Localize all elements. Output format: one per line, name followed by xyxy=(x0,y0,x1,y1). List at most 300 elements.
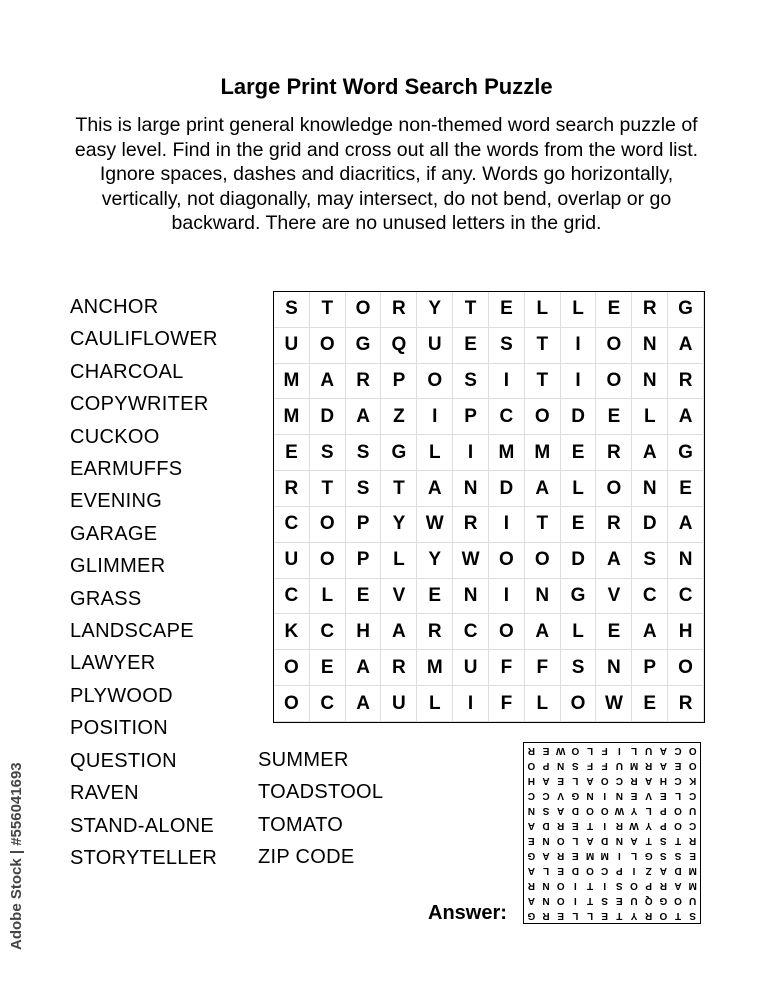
grid-cell: C xyxy=(310,686,346,722)
grid-cell: E xyxy=(453,328,489,364)
grid-cell: L xyxy=(561,292,597,328)
answer-cell: C xyxy=(674,745,682,756)
grid-cell: N xyxy=(453,579,489,615)
answer-cell: G xyxy=(644,850,653,861)
answer-cell: S xyxy=(674,850,682,861)
grid-cell: C xyxy=(632,579,668,615)
answer-cell: S xyxy=(601,895,609,906)
word-list-item: ZIP CODE xyxy=(258,846,355,869)
grid-cell: L xyxy=(417,435,453,471)
answer-cell: R xyxy=(659,880,667,891)
grid-cell: E xyxy=(346,579,382,615)
grid-cell: O xyxy=(596,328,632,364)
word-list-item: EARMUFFS xyxy=(70,458,183,481)
grid-cell: O xyxy=(525,399,561,435)
answer-cell: T xyxy=(586,895,594,906)
answer-cell: S xyxy=(572,760,579,771)
grid-cell: N xyxy=(596,650,632,686)
grid-cell: D xyxy=(561,399,597,435)
answer-cell: O xyxy=(556,895,565,906)
grid-cell: N xyxy=(632,364,668,400)
grid-cell: C xyxy=(274,579,310,615)
answer-cell: O xyxy=(556,835,565,846)
grid-cell: L xyxy=(525,292,561,328)
answer-cell: M xyxy=(629,760,639,771)
grid-cell: U xyxy=(381,686,417,722)
answer-cell: T xyxy=(616,910,623,921)
answer-cell: N xyxy=(586,790,594,801)
grid-cell: O xyxy=(417,364,453,400)
answer-cell: Y xyxy=(630,910,638,921)
answer-cell: A xyxy=(527,895,535,906)
grid-cell: T xyxy=(310,471,346,507)
answer-cell: C xyxy=(689,790,697,801)
grid-cell: R xyxy=(596,507,632,543)
answer-cell: W xyxy=(555,745,566,756)
answer-cell: C xyxy=(527,790,535,801)
grid-cell: N xyxy=(668,543,704,579)
grid-cell: M xyxy=(274,364,310,400)
instructions: This is large print general knowledge non-themed word search puzzle of easy level. Find in the grid and cross out all the words from the word list. Ignore spaces, dashes and diacritics, if any. Words go horizontally, vertically, not diagonally, may intersect, do not bend, overlap or go backward. There are no unused letters in the grid. xyxy=(74,114,699,234)
grid-cell: M xyxy=(525,435,561,471)
grid-cell: E xyxy=(561,507,597,543)
answer-cell: H xyxy=(659,775,667,786)
grid-cell: O xyxy=(310,328,346,364)
answer-cell: O xyxy=(600,805,609,816)
grid-cell: S xyxy=(561,650,597,686)
grid-cell: T xyxy=(525,328,561,364)
answer-cell: O xyxy=(630,880,638,891)
answer-cell: O xyxy=(674,820,682,831)
word-list-item: QUESTION xyxy=(70,749,177,772)
grid-cell: F xyxy=(489,650,525,686)
answer-cell: T xyxy=(645,835,652,846)
grid-cell: L xyxy=(310,579,346,615)
answer-cell: L xyxy=(645,805,652,816)
grid-cell: F xyxy=(489,686,525,722)
answer-cell: N xyxy=(557,760,565,771)
answer-cell: R xyxy=(527,880,535,891)
answer-cell: I xyxy=(617,850,621,861)
answer-cell: C xyxy=(601,865,609,876)
grid-cell: U xyxy=(417,328,453,364)
answer-cell: I xyxy=(573,895,577,906)
answer-cell: M xyxy=(585,850,595,861)
answer-cell: O xyxy=(600,775,609,786)
grid-cell: E xyxy=(417,579,453,615)
answer-cell: L xyxy=(674,790,682,801)
answer-cell: S xyxy=(542,805,550,816)
grid-cell: L xyxy=(417,686,453,722)
answer-cell: Z xyxy=(645,865,652,876)
answer-cell: O xyxy=(586,865,594,876)
word-list-item: CUCKOO xyxy=(70,425,160,448)
word-list-item: EVENING xyxy=(70,490,163,513)
grid-cell: M xyxy=(489,435,525,471)
grid-cell: O xyxy=(489,614,525,650)
answer-cell: R xyxy=(542,910,550,921)
answer-cell: P xyxy=(660,805,667,816)
answer-cell: N xyxy=(542,880,550,891)
answer-cell: O xyxy=(688,745,697,756)
answer-cell: V xyxy=(645,790,653,801)
grid-cell: O xyxy=(310,543,346,579)
answer-cell: O xyxy=(659,910,668,921)
grid-cell: R xyxy=(346,364,382,400)
grid-cell: P xyxy=(346,507,382,543)
answer-cell: L xyxy=(586,745,594,756)
answer-cell: C xyxy=(542,790,550,801)
answer-cell: L xyxy=(586,910,594,921)
grid-cell: D xyxy=(489,471,525,507)
answer-cell: S xyxy=(660,835,667,846)
grid-cell: W xyxy=(453,543,489,579)
stock-watermark: Adobe Stock | #556041693 xyxy=(8,762,25,950)
word-list-item: STAND-ALONE xyxy=(70,814,215,837)
grid-cell: N xyxy=(525,579,561,615)
grid-cell: T xyxy=(525,507,561,543)
grid-cell: C xyxy=(489,399,525,435)
grid-cell: G xyxy=(668,292,704,328)
answer-cell: E xyxy=(557,865,565,876)
grid-cell: S xyxy=(310,435,346,471)
grid-cell: P xyxy=(453,399,489,435)
answer-cell: W xyxy=(614,805,625,816)
grid-cell: I xyxy=(489,507,525,543)
answer-cell: G xyxy=(527,910,536,921)
answer-cell: L xyxy=(572,775,579,786)
answer-cell: M xyxy=(600,850,609,861)
answer-cell: K xyxy=(689,775,697,786)
grid-cell: G xyxy=(346,328,382,364)
answer-cell: C xyxy=(674,775,682,786)
word-list-item: GLIMMER xyxy=(70,555,166,578)
answer-cell: L xyxy=(572,910,579,921)
answer-cell: F xyxy=(601,745,608,756)
answer-cell: E xyxy=(689,850,697,861)
answer-cell: A xyxy=(542,775,550,786)
answer-cell: U xyxy=(615,760,623,771)
answer-cell: G xyxy=(571,790,580,801)
answer-cell: I xyxy=(632,865,636,876)
answer-cell: G xyxy=(527,850,536,861)
answer-cell: E xyxy=(528,835,535,846)
word-list-item: COPYWRITER xyxy=(70,393,209,416)
word-list-item: LANDSCAPE xyxy=(70,620,194,643)
answer-cell: I xyxy=(603,790,607,801)
grid-cell: A xyxy=(632,435,668,471)
word-list-item: SUMMER xyxy=(258,749,349,771)
grid-cell: Z xyxy=(381,399,417,435)
answer-cell: E xyxy=(601,910,609,921)
grid-cell: R xyxy=(274,471,310,507)
grid-cell: S xyxy=(346,435,382,471)
answer-cell: O xyxy=(586,805,594,816)
grid-cell: K xyxy=(274,614,310,650)
answer-cell: A xyxy=(586,775,594,786)
answer-cell: A xyxy=(659,745,667,756)
answer-cell: A xyxy=(630,835,638,846)
answer-cell: O xyxy=(674,895,682,906)
answer-cell: F xyxy=(586,760,594,771)
grid-cell: M xyxy=(417,650,453,686)
answer-cell: V xyxy=(557,790,565,801)
grid-cell: P xyxy=(381,364,417,400)
grid-cell: O xyxy=(274,650,310,686)
answer-cell: L xyxy=(630,745,638,756)
grid-cell: W xyxy=(417,507,453,543)
answer-cell: Y xyxy=(630,805,638,816)
answer-cell: A xyxy=(674,880,682,891)
word-list-column-1 xyxy=(70,291,218,874)
grid-cell: V xyxy=(381,579,417,615)
grid-cell: H xyxy=(668,614,704,650)
answer-cell: A xyxy=(586,835,594,846)
grid-cell: R xyxy=(596,435,632,471)
grid-cell: A xyxy=(346,399,382,435)
answer-cell: D xyxy=(571,865,579,876)
grid-cell: Y xyxy=(417,543,453,579)
grid-cell: A xyxy=(632,614,668,650)
grid-cell: L xyxy=(381,543,417,579)
grid-cell: R xyxy=(381,650,417,686)
grid-cell: C xyxy=(310,614,346,650)
grid-cell: O xyxy=(346,292,382,328)
answer-cell: A xyxy=(542,850,550,861)
grid-cell: I xyxy=(453,435,489,471)
answer-cell: U xyxy=(689,895,697,906)
grid-cell: A xyxy=(346,686,382,722)
answer-cell: O xyxy=(688,760,697,771)
grid-cell: R xyxy=(381,292,417,328)
word-list-item: STORYTELLER xyxy=(70,846,218,869)
answer-cell: I xyxy=(603,880,607,891)
grid-cell: R xyxy=(453,507,489,543)
answer-cell: U xyxy=(689,805,697,816)
grid-cell: L xyxy=(632,399,668,435)
answer-cell: W xyxy=(629,820,639,831)
grid-cell: D xyxy=(310,399,346,435)
grid-cell: S xyxy=(453,364,489,400)
grid-cell: E xyxy=(310,650,346,686)
answer-cell: Q xyxy=(644,895,653,906)
grid-cell: I xyxy=(489,364,525,400)
answer-cell: R xyxy=(527,745,535,756)
word-search-grid xyxy=(273,291,705,723)
answer-cell: H xyxy=(527,775,535,786)
grid-cell: I xyxy=(489,579,525,615)
grid-cell: W xyxy=(596,686,632,722)
word-list-item: ANCHOR xyxy=(70,296,159,318)
grid-cell: O xyxy=(274,686,310,722)
grid-cell: G xyxy=(668,435,704,471)
answer-cell: E xyxy=(572,850,579,861)
grid-cell: E xyxy=(632,686,668,722)
word-list-item: CAULIFLOWER xyxy=(70,328,218,351)
answer-cell: E xyxy=(557,910,565,921)
grid-cell: T xyxy=(310,292,346,328)
answer-cell: T xyxy=(586,820,594,831)
answer-cell: O xyxy=(674,805,682,816)
answer-cell: U xyxy=(630,895,638,906)
grid-cell: Q xyxy=(381,328,417,364)
answer-cell: U xyxy=(645,745,653,756)
answer-cell: D xyxy=(571,805,579,816)
answer-cell: S xyxy=(660,850,667,861)
answer-cell: E xyxy=(674,760,682,771)
answer-cell: E xyxy=(557,775,565,786)
answer-cell: T xyxy=(674,910,682,921)
word-list-item: GARAGE xyxy=(70,522,158,545)
answer-label: Answer: xyxy=(428,902,507,924)
answer-cell: S xyxy=(616,880,623,891)
grid-cell: I xyxy=(561,328,597,364)
grid-cell: P xyxy=(632,650,668,686)
grid-cell: T xyxy=(453,292,489,328)
grid-cell: G xyxy=(381,435,417,471)
grid-cell: C xyxy=(668,579,704,615)
grid-cell: F xyxy=(525,650,561,686)
grid-cell: L xyxy=(525,686,561,722)
word-list-item: TOADSTOOL xyxy=(258,781,384,804)
answer-cell: C xyxy=(615,775,623,786)
grid-cell: S xyxy=(489,328,525,364)
grid-cell: O xyxy=(596,471,632,507)
grid-cell: O xyxy=(668,650,704,686)
answer-cell: N xyxy=(527,805,535,816)
answer-cell: P xyxy=(645,880,653,891)
grid-cell: O xyxy=(596,364,632,400)
word-list-column-2 xyxy=(258,744,383,874)
answer-cell: I xyxy=(573,880,577,891)
word-list-item: GRASS xyxy=(70,587,142,610)
answer-cell: A xyxy=(659,865,667,876)
grid-cell: R xyxy=(668,364,704,400)
answer-cell: P xyxy=(542,760,550,771)
grid-cell: R xyxy=(632,292,668,328)
grid-cell: C xyxy=(453,614,489,650)
grid-cell: E xyxy=(596,399,632,435)
grid-cell: A xyxy=(346,650,382,686)
answer-cell: S xyxy=(689,910,697,921)
grid-cell: P xyxy=(346,543,382,579)
answer-cell: E xyxy=(572,820,579,831)
answer-cell: R xyxy=(615,820,623,831)
answer-cell: N xyxy=(542,835,550,846)
grid-cell: A xyxy=(310,364,346,400)
grid-cell: Y xyxy=(417,292,453,328)
grid-cell: U xyxy=(274,328,310,364)
word-list-item: PLYWOOD xyxy=(70,684,173,707)
answer-cell: A xyxy=(527,820,535,831)
grid-cell: O xyxy=(489,543,525,579)
grid-cell: R xyxy=(417,614,453,650)
grid-cell: O xyxy=(561,686,597,722)
answer-cell: I xyxy=(603,820,607,831)
answer-cell: L xyxy=(572,835,579,846)
answer-cell: A xyxy=(557,805,565,816)
grid-cell: S xyxy=(346,471,382,507)
answer-cell: E xyxy=(660,790,667,801)
answer-cell: R xyxy=(557,850,565,861)
answer-cell: R xyxy=(645,760,653,771)
answer-cell: E xyxy=(616,895,623,906)
answer-cell: R xyxy=(645,910,653,921)
answer-cell: E xyxy=(630,790,638,801)
grid-cell: L xyxy=(561,471,597,507)
answer-cell: M xyxy=(688,865,697,876)
grid-cell: N xyxy=(632,328,668,364)
answer-cell: O xyxy=(556,880,565,891)
grid-cell: M xyxy=(274,399,310,435)
word-list-item: RAVEN xyxy=(70,782,139,805)
answer-cell: T xyxy=(586,880,594,891)
answer-cell: G xyxy=(659,895,668,906)
answer-cell: I xyxy=(617,745,621,756)
answer-cell: N xyxy=(542,895,550,906)
answer-cell: Y xyxy=(645,820,653,831)
grid-cell: G xyxy=(561,579,597,615)
answer-cell: F xyxy=(601,760,608,771)
grid-cell: E xyxy=(668,471,704,507)
answer-cell: P xyxy=(660,820,667,831)
answer-cell: O xyxy=(571,745,580,756)
grid-cell: S xyxy=(274,292,310,328)
grid-cell: V xyxy=(596,579,632,615)
answer-cell: A xyxy=(659,760,667,771)
grid-cell: A xyxy=(525,614,561,650)
grid-cell: I xyxy=(453,686,489,722)
grid-cell: A xyxy=(668,399,704,435)
grid-cell: R xyxy=(668,686,704,722)
grid-cell: U xyxy=(274,543,310,579)
answer-cell: L xyxy=(630,850,638,861)
answer-cell: A xyxy=(527,865,535,876)
grid-cell: I xyxy=(561,364,597,400)
grid-cell: A xyxy=(596,543,632,579)
answer-cell: R xyxy=(557,820,565,831)
answer-cell: N xyxy=(615,835,623,846)
answer-cell: E xyxy=(542,745,550,756)
answer-cell: T xyxy=(674,835,682,846)
grid-cell: N xyxy=(453,471,489,507)
grid-cell: D xyxy=(632,507,668,543)
grid-cell: A xyxy=(668,507,704,543)
answer-cell: R xyxy=(630,775,638,786)
answer-cell: M xyxy=(688,880,697,891)
grid-cell: A xyxy=(417,471,453,507)
grid-cell: E xyxy=(489,292,525,328)
word-list-item: CHARCOAL xyxy=(70,360,184,383)
grid-cell: D xyxy=(561,543,597,579)
grid-cell: T xyxy=(525,364,561,400)
grid-cell: N xyxy=(632,471,668,507)
grid-cell: A xyxy=(668,328,704,364)
grid-cell: A xyxy=(381,614,417,650)
grid-cell: Y xyxy=(381,507,417,543)
grid-cell: E xyxy=(274,435,310,471)
grid-cell: U xyxy=(453,650,489,686)
grid-cell: A xyxy=(525,471,561,507)
answer-cell: L xyxy=(542,865,550,876)
answer-cell: P xyxy=(616,865,623,876)
grid-cell: O xyxy=(310,507,346,543)
answer-cell: C xyxy=(689,820,697,831)
grid-cell: C xyxy=(274,507,310,543)
answer-cell: D xyxy=(601,835,609,846)
grid-cell: O xyxy=(525,543,561,579)
grid-cell: L xyxy=(561,614,597,650)
